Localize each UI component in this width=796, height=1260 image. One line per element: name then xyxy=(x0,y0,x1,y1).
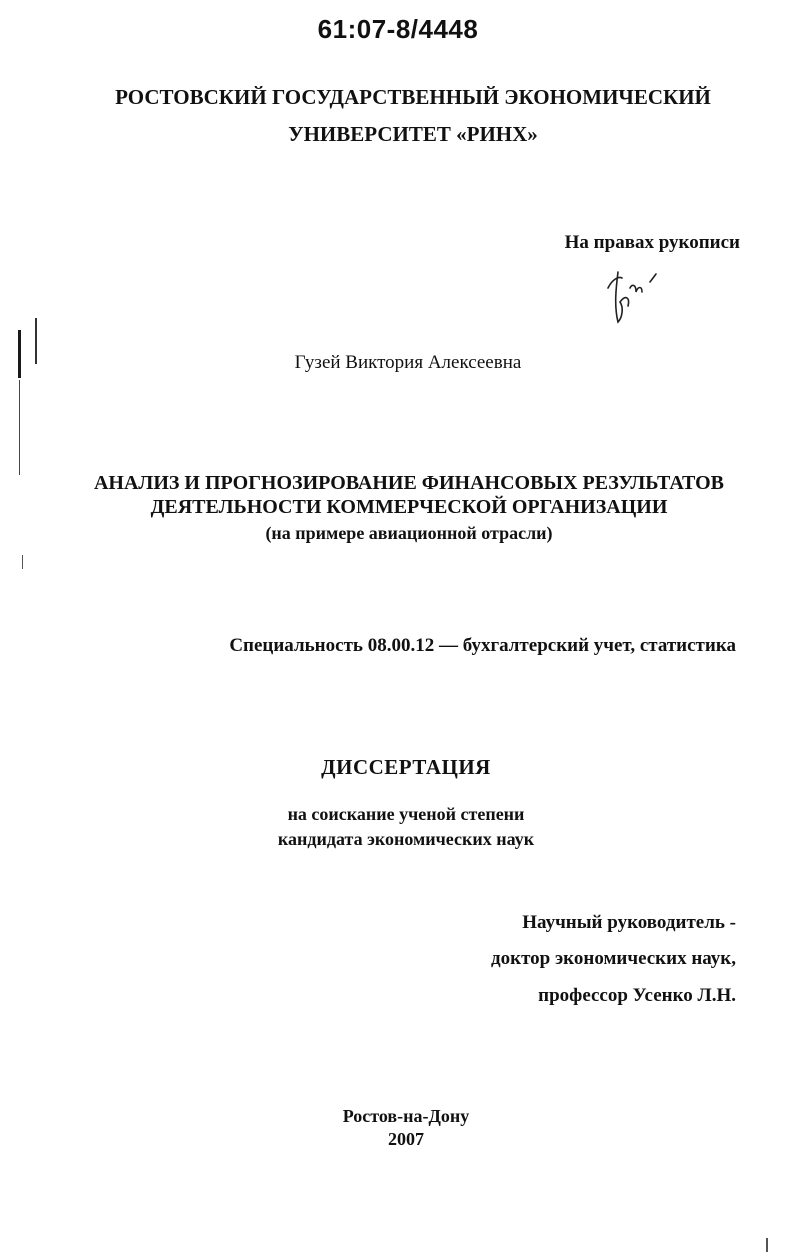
scan-mark xyxy=(766,1238,768,1252)
archive-code: 61:07-8/4448 xyxy=(317,14,479,44)
university-name-line-2: УНИВЕРСИТЕТ «РИНХ» xyxy=(288,122,538,146)
document-type-heading: ДИССЕРТАЦИЯ xyxy=(321,755,491,779)
author-signature xyxy=(596,258,666,328)
manuscript-rights-note: На правах рукописи xyxy=(564,232,740,253)
advisor-line-3: профессор Усенко Л.Н. xyxy=(538,985,736,1006)
degree-line-1: на соискание ученой степени xyxy=(287,804,525,824)
advisor-line-1: Научный руководитель - xyxy=(522,912,736,933)
degree-line-2: кандидата экономических наук xyxy=(277,829,535,849)
dissertation-subtitle: (на примере авиационной отрасли) xyxy=(265,523,553,543)
scan-mark xyxy=(35,318,37,364)
year: 2007 xyxy=(388,1129,424,1149)
specialty-line: Специальность 08.00.12 — бухгалтерский учет, статистика xyxy=(229,635,736,656)
scan-mark xyxy=(19,380,20,475)
dissertation-title-line-2: ДЕЯТЕЛЬНОСТИ КОММЕРЧЕСКОЙ ОРГАНИЗАЦИИ xyxy=(150,496,668,518)
scan-mark xyxy=(18,330,21,378)
university-name-line-1: РОСТОВСКИЙ ГОСУДАРСТВЕННЫЙ ЭКОНОМИЧЕСКИЙ xyxy=(115,85,711,109)
scan-mark xyxy=(22,555,23,569)
dissertation-title-line-1: АНАЛИЗ И ПРОГНОЗИРОВАНИЕ ФИНАНСОВЫХ РЕЗУЛЬТАТОВ xyxy=(93,472,725,494)
advisor-line-2: доктор экономических наук, xyxy=(491,948,736,969)
author-name: Гузей Виктория Алексеевна xyxy=(294,352,522,373)
city: Ростов-на-Дону xyxy=(342,1106,470,1126)
